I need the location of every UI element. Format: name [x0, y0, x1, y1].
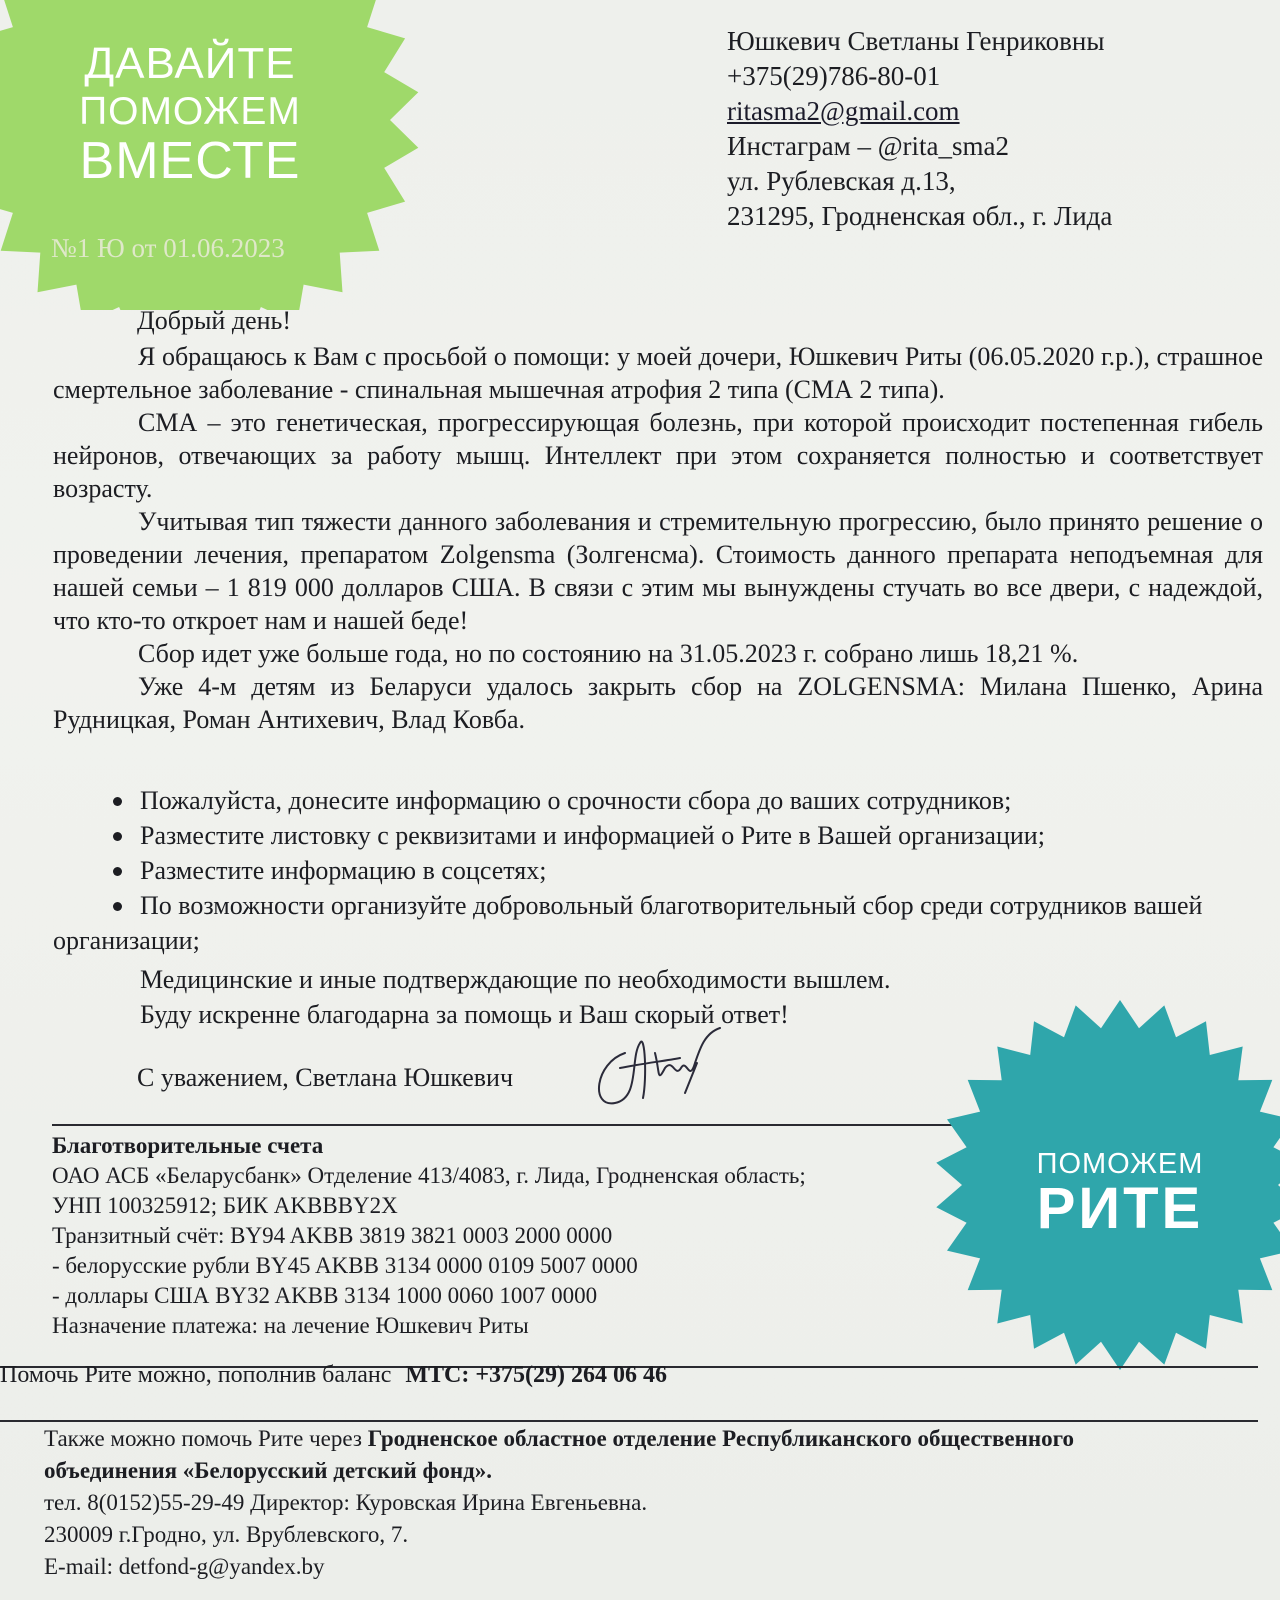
mts-number: МТС: +375(29) 264 06 46: [405, 1362, 668, 1388]
bank-name: ОАО АСБ «Беларусбанк» Отделение 413/4083, г. Лида, Гродненская область;: [52, 1163, 806, 1188]
sender-phone: +375(29)786-80-01: [727, 61, 941, 91]
greeting: Добрый день!: [137, 306, 292, 335]
reference-number: №1 Ю от 01.06.2023: [51, 233, 285, 263]
list-item: Пожалуйста, донесите информацию о срочности сбора до ваших сотрудников;: [53, 783, 1263, 818]
fund-name-2: объединения «Белорусский детский фонд».: [44, 1458, 492, 1483]
badge-line-1: ДАВАЙТЕ: [84, 39, 296, 88]
sender-instagram: Инстаграм – @rita_sma2: [727, 131, 1010, 161]
bank-accounts: [52, 1131, 806, 1341]
list-item: По возможности организуйте добровольный благотворительный сбор среди сотрудников вашей организации;: [53, 888, 1263, 958]
signature-mark: [585, 1023, 735, 1113]
paragraph-progress: Сбор идет уже больше года, но по состоянию на 31.05.2023 г. собрано лишь 18,21 %.: [138, 639, 1079, 668]
list-item: Разместите информацию в соцсетях;: [53, 853, 1263, 888]
bank-codes: УНП 100325912; БИК AKBBBY2X: [52, 1193, 398, 1218]
fund-address: 230009 г.Гродно, ул. Врублевского, 7.: [44, 1522, 409, 1547]
sender-city: 231295, Гродненская обл., г. Лида: [727, 201, 1113, 231]
sender-block: [727, 24, 1112, 234]
usd-account: - доллары США BY32 AKBB 3134 1000 0060 1007 0000: [52, 1283, 598, 1308]
payment-purpose: Назначение платежа: на лечение Юшкевич Риты: [52, 1313, 529, 1338]
mts-text: Помочь Рите можно, пополнив баланс: [0, 1362, 392, 1388]
badge-line-2: РИТЕ: [1036, 1176, 1204, 1241]
paragraph-success: Уже 4-м детям из Беларуси удалось закрыть сбор на ZOLGENSMA: Милана Пшенко, Арина Рудницкая, Роман Антихевич, Влад Ковба.: [53, 672, 1263, 734]
closing-documents: Медицинские и иные подтверждающие по необходимости вышлем.: [140, 965, 891, 994]
mts-topup-line: [0, 1362, 667, 1389]
transit-account: Транзитный счёт: BY94 AKBB 3819 3821 0003 2000 0000: [52, 1223, 613, 1248]
badge-line-3: ВМЕСТЕ: [79, 132, 301, 190]
sender-name: Юшкевич Светланы Генриковны: [727, 26, 1105, 56]
fund-intro: [44, 1423, 1254, 1455]
paragraph-treatment: Учитывая тип тяжести данного заболевания и стремительную прогрессию, было принято решение о проведении лечения, препаратом Zolgensma (Золгенсма). Стоимость данного препарата неподъемная для нашей семьи – 1 819 000 долларов США. В связи с этим мы вынуждены стучать во все двери, с надеждой, что кто-то откроет нам и нашей беде!: [53, 507, 1263, 635]
divider-line: [0, 1420, 1258, 1422]
paragraph-request: Я обращаюсь к Вам с просьбой о помощи: у моей дочери, Юшкевич Риты (06.05.2020 г.р.), страшное смертельное заболевание - спинальная мышечная атрофия 2 типа (СМА 2 типа).: [53, 342, 1263, 404]
letter-body: [53, 340, 1263, 736]
fund-name-1: Гродненское областное отделение Республиканского общественного: [367, 1426, 1074, 1451]
closing-thanks: Буду искренне благодарна за помощь и Ваш скорый ответ!: [140, 1000, 789, 1029]
help-rita-badge: [930, 1000, 1280, 1370]
list-item: Разместите листовку с реквизитами и информацией о Рите в Вашей организации;: [53, 818, 1263, 853]
request-list: [53, 783, 1263, 1032]
fund-email[interactable]: E-mail: detfond-g@yandex.by: [44, 1554, 325, 1579]
paragraph-sma: СМА – это генетическая, прогрессирующая болезнь, при которой происходит постепенная гибель нейронов, отвечающих за работу мышц. Интеллект при этом сохраняется полностью и соответствует возрасту.: [53, 408, 1263, 503]
badge-line-2: ПОМОЖЕМ: [79, 90, 301, 133]
byn-account: - белорусские рубли BY45 AKBB 3134 0000 0109 5007 0000: [52, 1253, 638, 1278]
fund-name-2-line: [44, 1455, 1254, 1487]
badge-line-1: ПОМОЖЕМ: [1036, 1148, 1204, 1180]
accounts-heading: Благотворительные счета: [52, 1133, 324, 1158]
signoff: С уважением, Светлана Юшкевич: [137, 1063, 514, 1092]
fund-intro-text: Также можно помочь Рите через: [44, 1426, 368, 1451]
sender-email[interactable]: ritasma2@gmail.com: [727, 96, 960, 126]
childrens-fund-info: [44, 1423, 1254, 1583]
sender-street: ул. Рублевская д.13,: [727, 166, 956, 196]
fund-phone: тел. 8(0152)55-29-49 Директор: Куровская Ирина Евгеньевна.: [44, 1490, 648, 1515]
